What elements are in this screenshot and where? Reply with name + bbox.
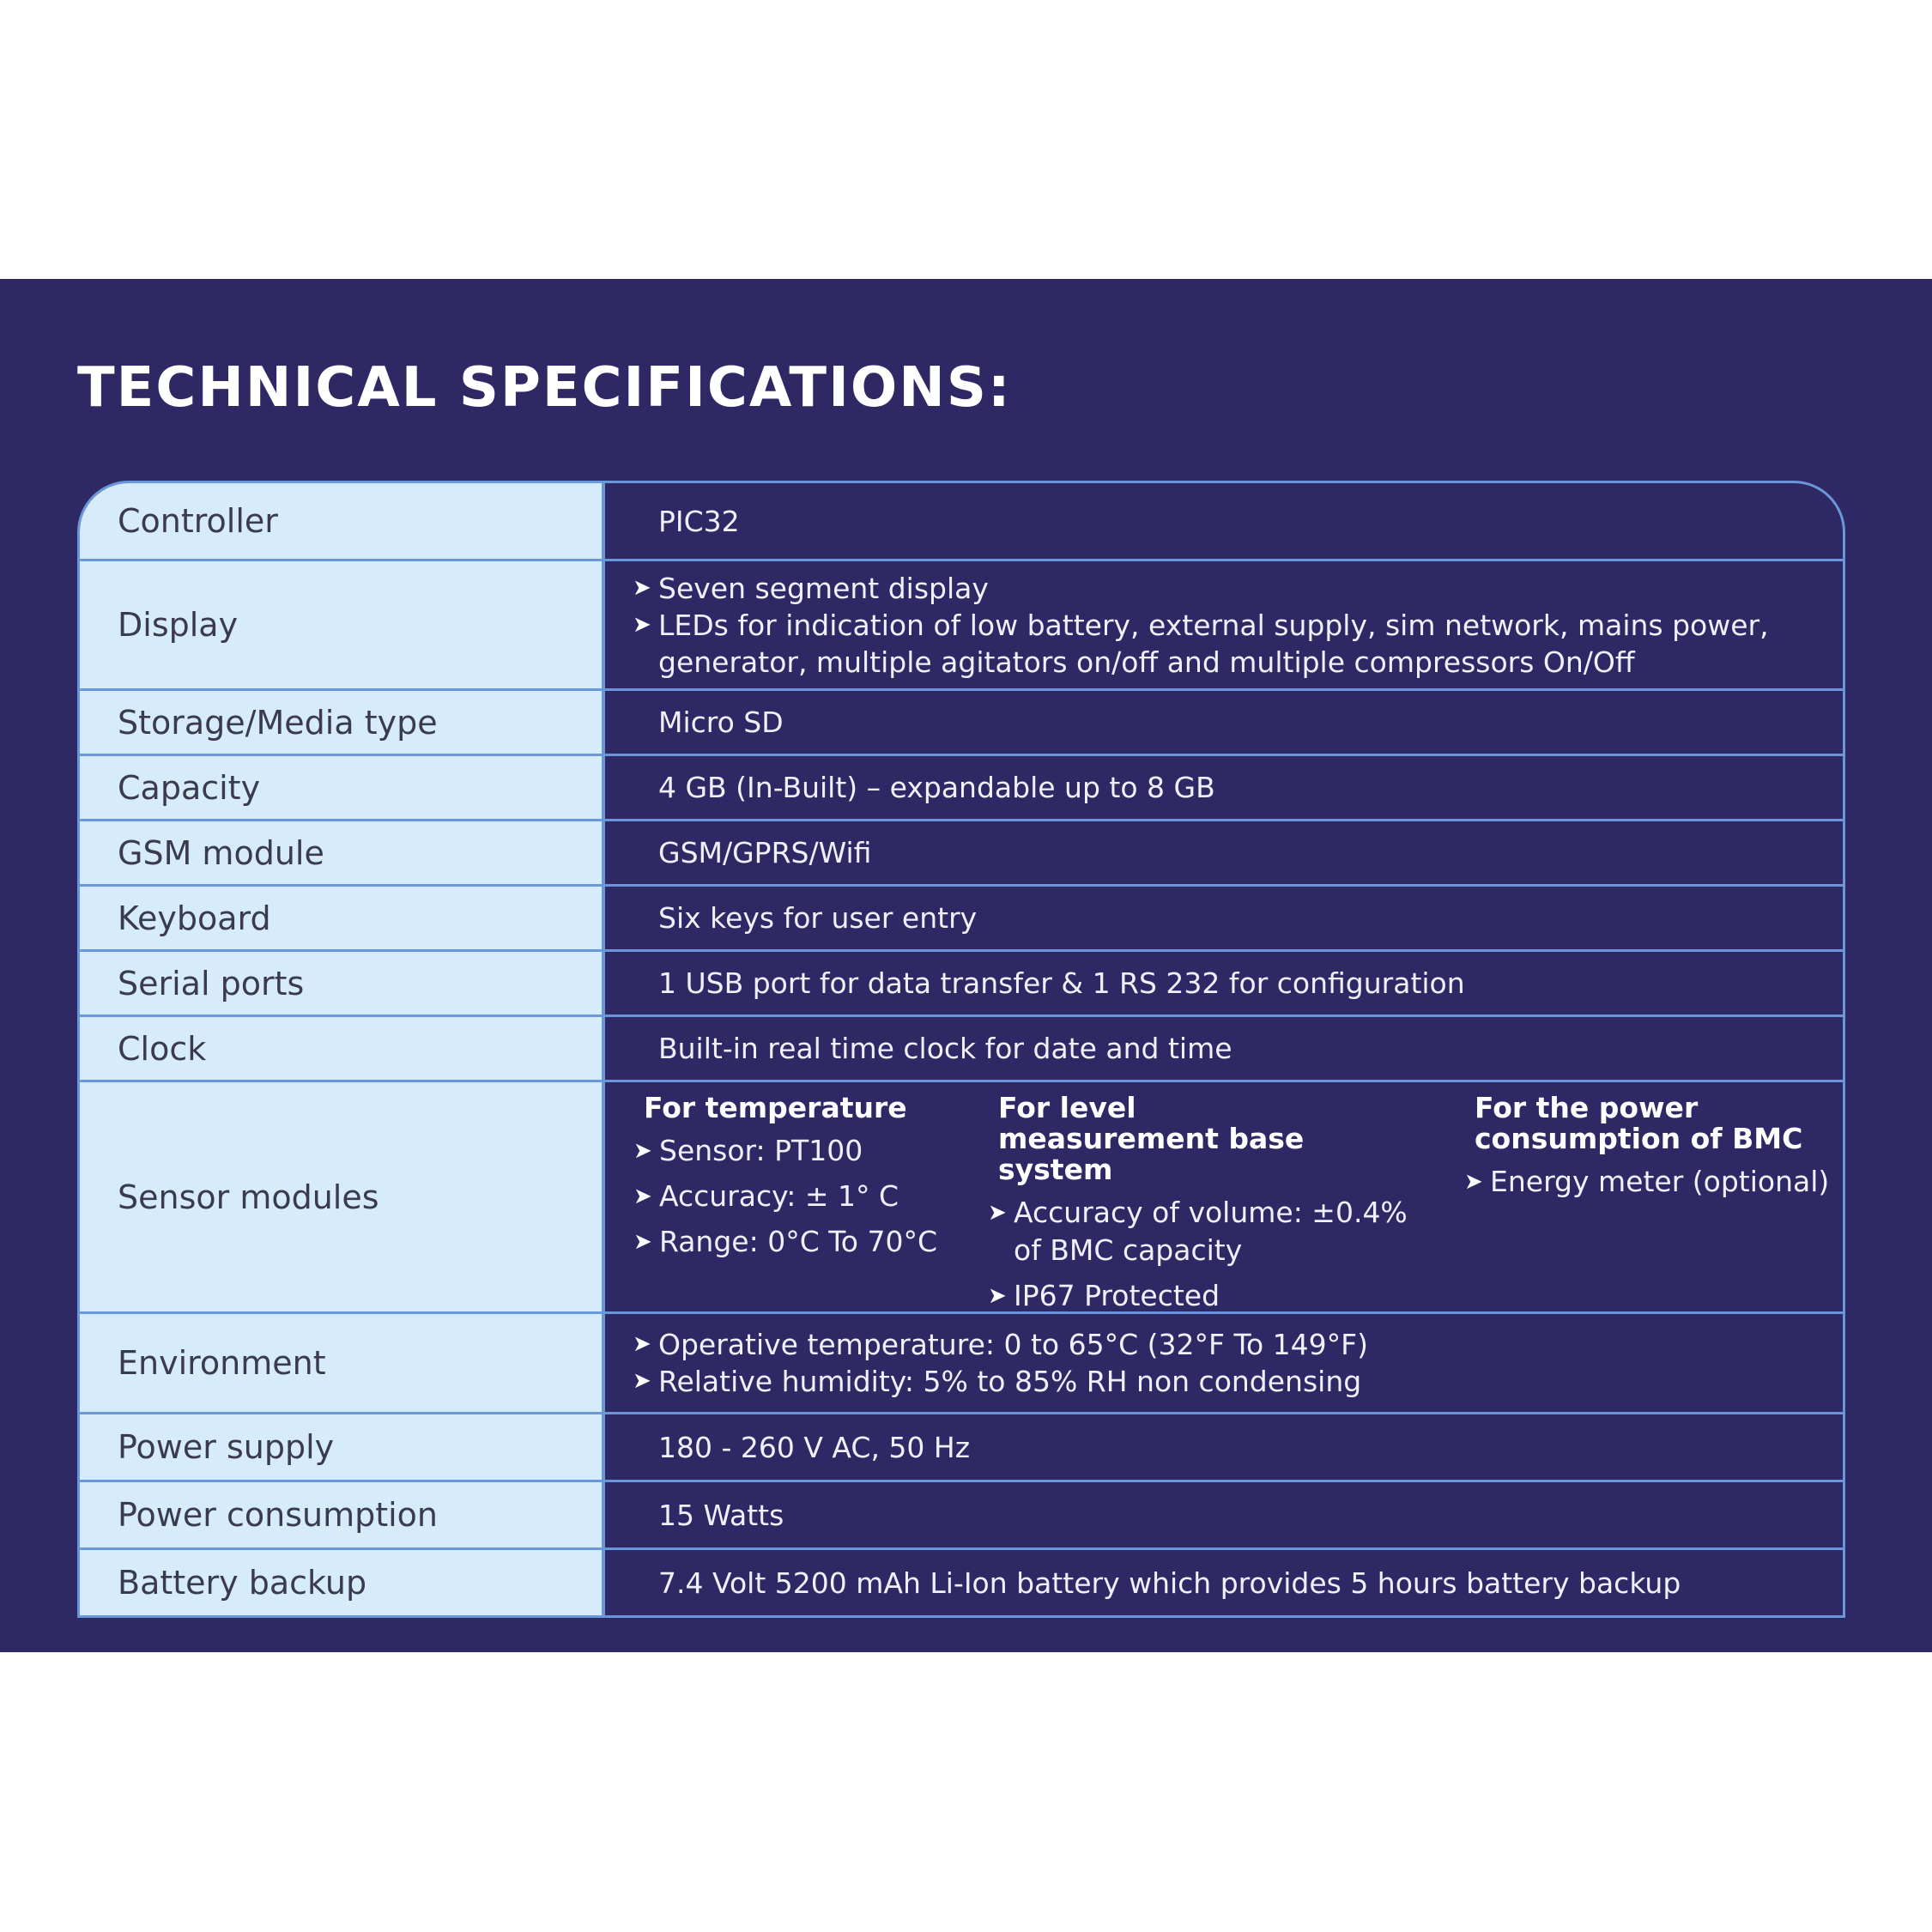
row-label: Sensor modules — [80, 1082, 605, 1311]
table-row — [80, 1547, 1843, 1615]
row-label: Storage/Media type — [80, 691, 605, 754]
sensor-column-level — [988, 1091, 1475, 1312]
spec-panel — [0, 279, 1932, 1652]
list-item: ➤ Seven segment display — [633, 571, 989, 605]
table-row — [80, 483, 1843, 559]
row-label: Keyboard — [80, 887, 605, 949]
row-label: Battery backup — [80, 1550, 605, 1615]
arrow-bullet-icon: ➤ — [633, 1331, 651, 1357]
table-row — [80, 1080, 1843, 1311]
table-row — [80, 1014, 1843, 1080]
sensor-column-power — [1464, 1091, 1845, 1311]
list-item: ➤ Operative temperature: 0 to 65°C (32°F To 149°F) — [633, 1328, 1369, 1361]
arrow-bullet-icon: ➤ — [633, 1368, 651, 1394]
row-value — [605, 1314, 1843, 1412]
row-value: Built-in real time clock for date and time — [658, 1032, 1232, 1065]
table-row — [80, 884, 1843, 949]
row-label: Display — [80, 561, 605, 688]
row-label: GSM module — [80, 821, 605, 884]
row-value: 4 GB (In-Built) – expandable up to 8 GB — [658, 771, 1215, 804]
arrow-bullet-icon: ➤ — [1464, 1169, 1483, 1195]
table-row — [80, 1480, 1843, 1547]
row-label: Environment — [80, 1314, 605, 1412]
table-row — [80, 1311, 1843, 1412]
sensor-heading: For temperature — [644, 1091, 907, 1124]
row-value: 1 USB port for data transfer & 1 RS 232 for configuration — [658, 966, 1465, 1000]
row-value: Six keys for user entry — [658, 901, 978, 935]
page-title: TECHNICAL SPECIFICATIONS: — [77, 356, 1012, 420]
arrow-bullet-icon: ➤ — [633, 1184, 652, 1209]
table-row — [80, 819, 1843, 884]
spec-table — [77, 481, 1845, 1618]
row-value — [605, 561, 1843, 688]
row-label: Serial ports — [80, 952, 605, 1014]
row-label: Capacity — [80, 756, 605, 819]
list-item: ➤ IP67 Protected — [1014, 1277, 1475, 1315]
row-value: GSM/GPRS/Wifi — [658, 836, 872, 869]
table-row — [80, 1412, 1843, 1480]
table-row — [80, 559, 1843, 688]
arrow-bullet-icon: ➤ — [633, 611, 651, 638]
row-value: 180 - 260 V AC, 50 Hz — [658, 1430, 971, 1464]
row-label: Power consumption — [80, 1482, 605, 1547]
list-item: ➤ LEDs for indication of low battery, external supply, sim network, mains power, generator, multiple agitators on/off and multiple compressors On/Off — [633, 608, 1769, 679]
row-value: Micro SD — [658, 706, 784, 739]
list-item: ➤ Energy meter (optional) — [1490, 1163, 1845, 1201]
arrow-bullet-icon: ➤ — [633, 1229, 652, 1255]
row-value: PIC32 — [658, 504, 740, 538]
list-item: ➤ Sensor: PT100 — [659, 1132, 998, 1170]
sensor-modules-value — [605, 1082, 1845, 1311]
row-value: 15 Watts — [658, 1498, 784, 1532]
list-item: ➤ Accuracy of volume: ±0.4% of BMC capacity — [988, 1196, 1408, 1267]
list-item: ➤ Relative humidity: 5% to 85% RH non condensing — [633, 1365, 1362, 1398]
row-label: Clock — [80, 1017, 605, 1080]
table-row — [80, 688, 1843, 754]
row-value: 7.4 Volt 5200 mAh Li-Ion battery which provides 5 hours battery backup — [658, 1566, 1681, 1600]
row-label: Power supply — [80, 1414, 605, 1480]
arrow-bullet-icon: ➤ — [633, 1138, 652, 1164]
arrow-bullet-icon: ➤ — [633, 574, 651, 601]
row-label: Controller — [80, 483, 605, 559]
list-item: ➤ Range: 0°C To 70°C — [659, 1223, 998, 1261]
arrow-bullet-icon: ➤ — [988, 1283, 1007, 1309]
sensor-heading: For the power consumption of BMC — [1475, 1091, 1803, 1155]
arrow-bullet-icon: ➤ — [988, 1200, 1007, 1226]
list-item: ➤ Accuracy: ± 1° C — [659, 1178, 998, 1215]
sensor-heading: For level measurement base system — [998, 1091, 1305, 1186]
table-row — [80, 754, 1843, 819]
table-row — [80, 949, 1843, 1014]
sensor-column-temperature — [633, 1091, 998, 1311]
